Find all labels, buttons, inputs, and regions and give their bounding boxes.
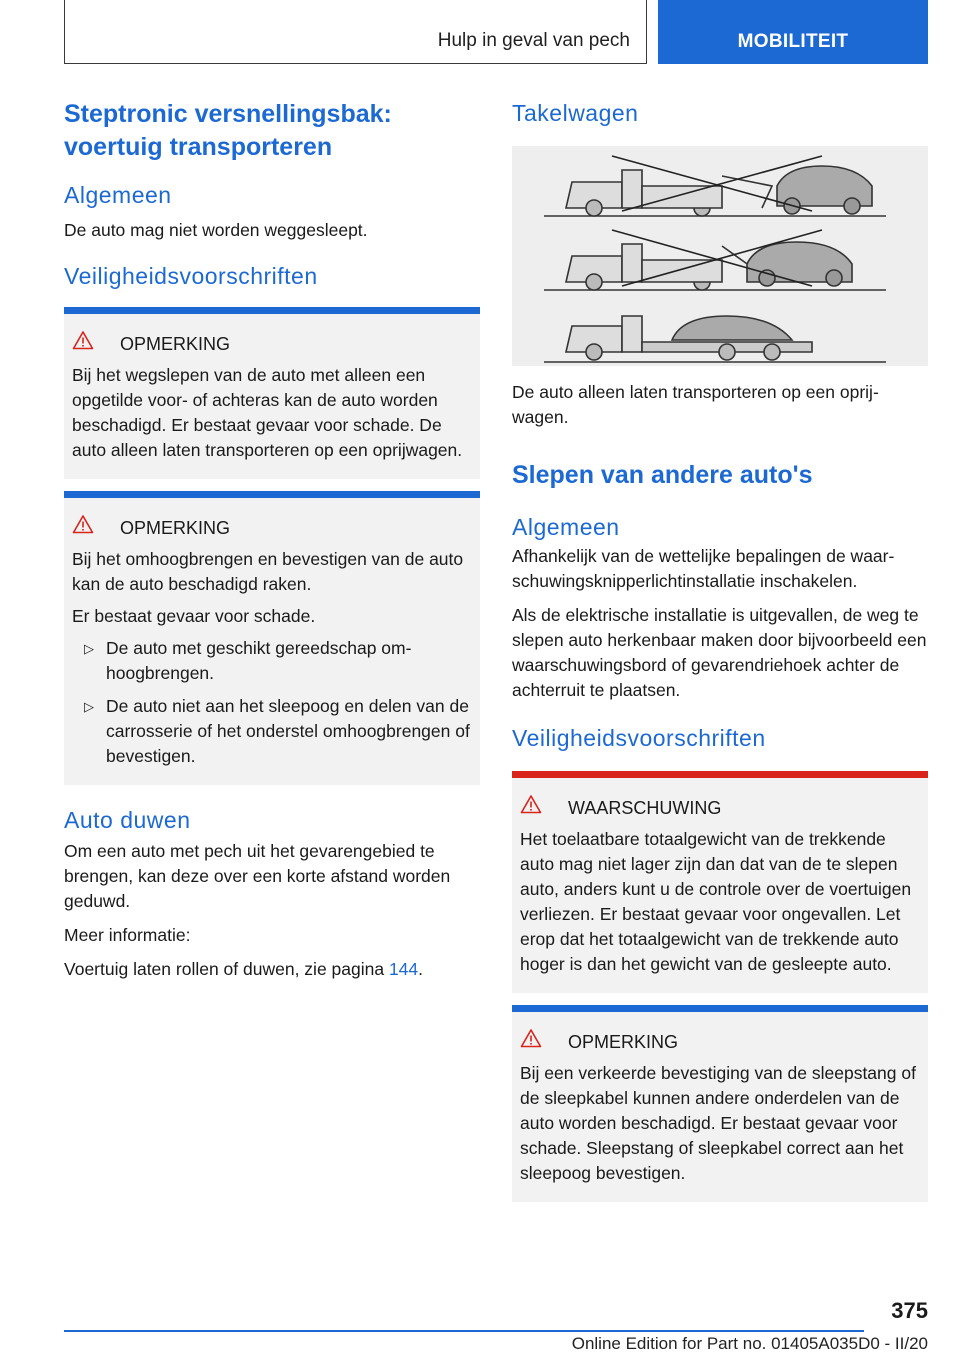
step-list	[72, 636, 472, 769]
step-text: De auto niet aan het sleepoog en delen van de carrosserie of het onderstel omhoogbrengen of bevestigen.	[106, 696, 470, 766]
push-heading: Auto duwen	[64, 807, 191, 833]
page-header	[64, 0, 928, 64]
step-text: De auto met geschikt gereedschap omhoogbrengen.	[106, 638, 412, 683]
notice-box	[64, 491, 480, 785]
general-text: Afhankelijk van de wettelijke bepalingen de waarschuwingsknipperlichtinstallatie inschakelen.	[512, 546, 895, 591]
warning-text: Het toelaatbare totaalgewicht van de trekkende auto mag niet lager zijn dan dat van de te slepen auto, anders kunt u de controle over de voertuigen verliezen. Er bestaat gevaar voor ongevallen. Let erop dat het totaalgewicht van de trekkende auto hoger is dan het gewicht van de gesleepte auto.	[520, 829, 912, 974]
warning-title	[520, 794, 920, 821]
general-heading: Algemeen	[64, 182, 172, 208]
push-text: Om een auto met pech uit het gevarengebied te brengen, kan deze over een korte afstand worden geduwd.	[64, 841, 451, 911]
general-heading: Algemeen	[512, 514, 620, 540]
warning-triangle-icon	[520, 1028, 568, 1055]
section-box	[64, 0, 647, 64]
notice-text: Bij een verkeerde bevestiging van de sleepstang of de sleepkabel kunnen andere onderdelen van de auto worden beschadigd. Er bestaat gevaar voor schade. Sleepstang of sleepkabel correct aan het sleepoog bevestigen.	[520, 1063, 916, 1183]
warning-box	[512, 771, 928, 993]
arrow-bullet-icon: ▷	[84, 641, 94, 656]
page-link[interactable]: 144	[388, 959, 419, 979]
edition-footer: Online Edition for Part no. 01405A035D0 - II/20	[571, 1334, 928, 1353]
others-title: Slepen van andere auto's	[512, 461, 813, 489]
warning-triangle-icon	[72, 330, 120, 357]
notice-title	[72, 330, 472, 357]
list-item	[72, 694, 472, 769]
safety-heading: Veiligheidsvoorschriften	[512, 725, 766, 751]
notice-text: Bij het wegslepen van de auto met alleen een opgetilde voor- of achteras kan de auto worden beschadigd. Er bestaat gevaar voor schade. De auto alleen laten transporteren op een oprijwagen.	[72, 365, 463, 460]
notice-title	[520, 1028, 920, 1055]
footer-divider	[64, 1330, 864, 1332]
general-text: De auto mag niet worden weggesleept.	[64, 220, 368, 240]
tow-text: De auto alleen laten transporteren op een oprijwagen.	[512, 382, 879, 427]
section-title: Hulp in geval van pech	[437, 30, 630, 51]
page-title: Steptronic versnellingsbak: voertuig transporteren	[64, 100, 392, 161]
left-column	[64, 98, 480, 991]
notice-label: OPMERKING	[120, 518, 231, 538]
more-info: Meer informatie:	[64, 925, 191, 945]
safety-heading: Veiligheidsvoorschriften	[64, 263, 318, 289]
notice-text: Bij het omhoogbrengen en bevestigen van de auto kan de auto beschadigd raken.	[72, 549, 464, 594]
warning-triangle-icon	[72, 514, 120, 541]
page-number: 375	[891, 1298, 928, 1323]
towing-illustration	[512, 146, 928, 366]
list-item	[72, 636, 472, 686]
notice-title	[72, 514, 472, 541]
notice-box	[512, 1005, 928, 1202]
warning-triangle-icon	[520, 794, 568, 821]
warning-label: WAARSCHUWING	[568, 798, 722, 818]
notice-label: OPMERKING	[120, 334, 231, 354]
tow-heading: Takelwagen	[512, 100, 639, 126]
notice-text: Er bestaat gevaar voor schade.	[72, 606, 316, 626]
general-text: Als de elektrische installatie is uitgevallen, de weg te slepen auto herkenbaar maken door bijvoorbeeld een waarschuwingsbord of gevarendriehoek achter de achterruit te plaatsen.	[512, 605, 927, 700]
right-column	[512, 98, 928, 1214]
arrow-bullet-icon: ▷	[84, 699, 94, 714]
chapter-tab[interactable]: MOBILITEIT	[658, 0, 928, 64]
notice-box	[64, 307, 480, 479]
page-reference: Voertuig laten rollen of duwen, zie pagina 144.	[64, 959, 424, 979]
notice-label: OPMERKING	[568, 1032, 679, 1052]
